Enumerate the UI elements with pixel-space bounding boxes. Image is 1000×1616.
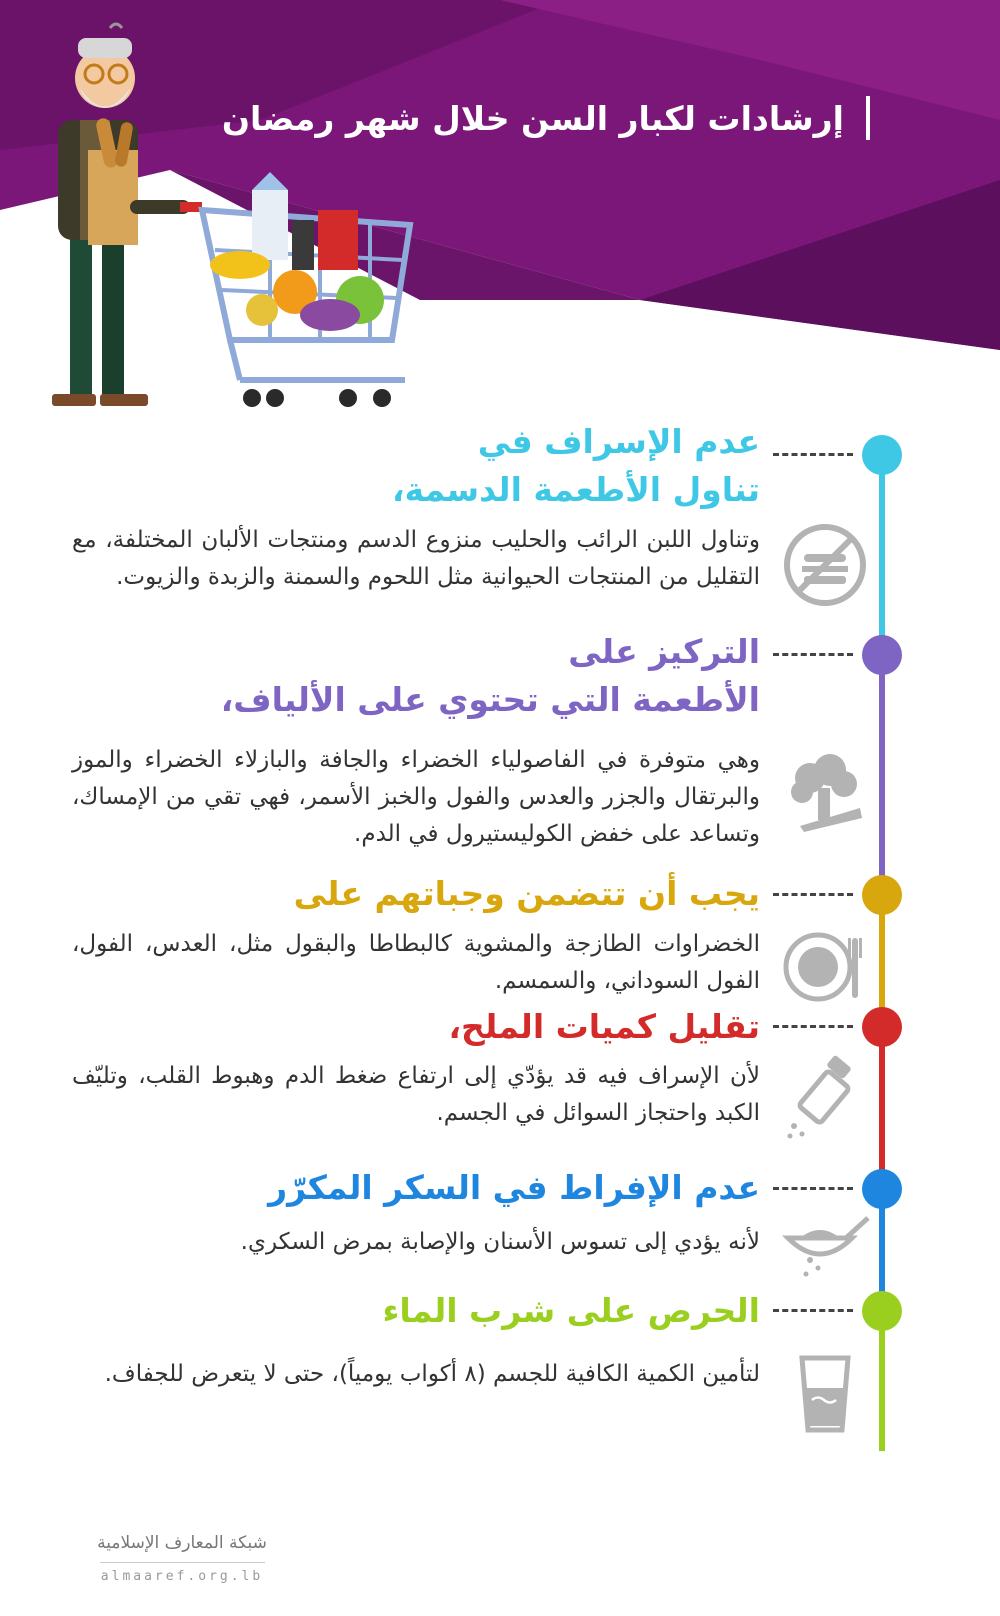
tip-1-body: وتناول اللبن الرائب والحليب منزوع الدسم ومنتجات الألبان المختلفة، مع التقليل من المنتجات الحيوانية مثل اللحوم والسمنة والزبدة والزيوت. <box>72 527 760 590</box>
timeline-segment-cyan <box>879 455 885 655</box>
footer-url: almaaref.org.lb <box>100 1569 264 1584</box>
footer-divider <box>100 1562 265 1563</box>
tip-5-heading-line-1: عدم الإفراط في السكر المكرّر <box>268 1168 760 1207</box>
footer-logo: شبكة المعارف الإسلامية <box>97 1533 267 1553</box>
tip-3-heading-line-1: يجب أن تتضمن وجباتهم على <box>293 874 760 913</box>
broccoli-carrot-icon <box>780 748 870 838</box>
elderly-shopper-illustration <box>30 10 450 440</box>
tip-6-body: لتأمين الكمية الكافية للجسم (٨ أكواب يومياً)، حتى لا يتعرض للجفاف. <box>104 1361 760 1387</box>
no-fatty-food-icon <box>780 520 870 610</box>
tip-5-body: لأنه يؤدي إلى تسوس الأسنان والإصابة بمرض السكري. <box>240 1229 760 1255</box>
tip-2-heading-line-2: الأطعمة التي تحتوي على الألياف، <box>220 680 760 719</box>
tip-6-heading <box>382 1287 760 1335</box>
page-title: إرشادات لكبار السن خلال شهر رمضان <box>221 98 844 138</box>
timeline-dot-1 <box>862 435 902 475</box>
tip-1-heading-line-2: تناول الأطعمة الدسمة، <box>392 470 760 509</box>
plate-fork-icon <box>780 922 870 1012</box>
tip-3-heading <box>294 870 760 918</box>
sugar-spoon-icon <box>780 1196 870 1286</box>
tip-2-body: وهي متوفرة في الفاصولياء الخضراء والجافة والبازلاء الخضراء والموز والبرتقال والجزر والعدس والفول والخبز الأسمر، فهي تقي من الإمساك، وتساعد على خفض الكوليستيرول في الدم. <box>72 747 760 847</box>
tip-1-heading-line-1: عدم الإسراف في <box>477 422 760 461</box>
timeline-segment-green <box>879 1311 885 1451</box>
tip-6-heading-line-1: الحرص على شرب الماء <box>382 1291 760 1330</box>
tip-4-heading-line-1: تقليل كميات الملح، <box>448 1007 760 1046</box>
title-divider <box>866 96 870 140</box>
connector-dash-4 <box>773 1025 853 1028</box>
tip-3-body: الخضراوات الطازجة والمشوية كالبطاطا والبقول مثل، العدس، الفول، الفول السوداني، والسمسم. <box>72 931 760 994</box>
connector-dash-6 <box>773 1309 853 1312</box>
water-glass-icon <box>780 1348 870 1438</box>
tip-2-heading <box>221 628 760 724</box>
timeline-dot-6 <box>862 1291 902 1331</box>
connector-dash-2 <box>773 653 853 656</box>
tip-1-heading <box>392 418 760 514</box>
connector-dash-1 <box>773 453 853 456</box>
connector-dash-5 <box>773 1187 853 1190</box>
connector-dash-3 <box>773 893 853 896</box>
tip-5-heading <box>268 1164 760 1212</box>
header-banner <box>0 0 1000 360</box>
tip-2-heading-line-1: التركيز على <box>568 632 760 671</box>
timeline-segment-violet <box>879 655 885 895</box>
timeline-dot-4 <box>862 1007 902 1047</box>
timeline-segment-red <box>879 1027 885 1189</box>
tip-4-body: لأن الإسراف فيه قد يؤدّي إلى ارتفاع ضغط الدم وهبوط القلب، وتليّف الكبد واحتجاز السوائل في الجسم. <box>72 1063 760 1126</box>
timeline-dot-2 <box>862 635 902 675</box>
salt-shaker-icon <box>780 1052 870 1142</box>
timeline-dot-3 <box>862 875 902 915</box>
tip-4-heading <box>449 1003 760 1051</box>
title-wrap <box>222 96 870 140</box>
